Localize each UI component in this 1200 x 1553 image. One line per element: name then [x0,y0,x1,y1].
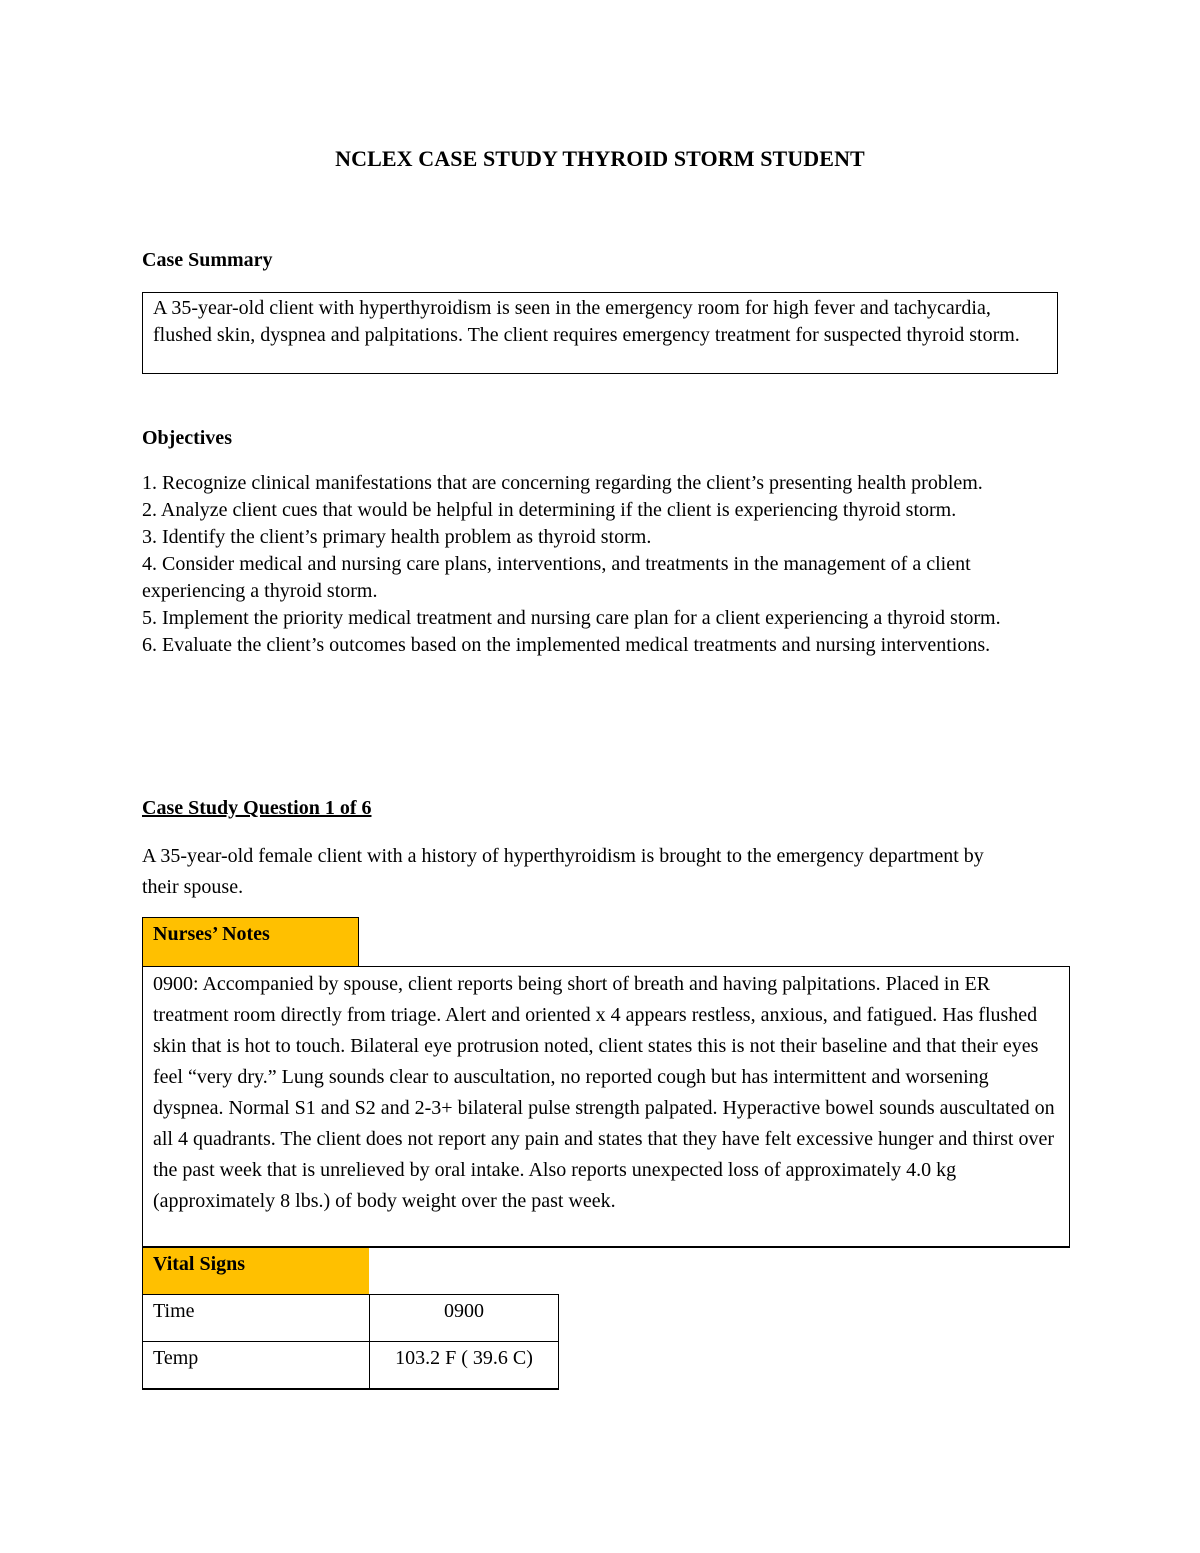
case-summary-box: A 35-year-old client with hyperthyroidism is seen in the emergency room for high fever and tachycardia, flushed skin, dyspnea and palpitations. The client requires emergency treatment for suspected thyroid storm. [142,292,1058,374]
vital-signs-table [142,1294,559,1390]
nurses-notes-header: Nurses’ Notes [142,917,359,967]
table-row [143,1342,559,1389]
objective-item: 2. Analyze client cues that would be helpful in determining if the client is experiencing thyroid storm. [142,499,957,521]
case-summary-heading: Case Summary [142,249,273,271]
objective-item: 5. Implement the priority medical treatment and nursing care plan for a client experiencing a thyroid storm. [142,607,1001,629]
nurses-notes-body: 0900: Accompanied by spouse, client reports being short of breath and having palpitations. Placed in ER treatment room directly from triage. Alert and oriented x 4 appears restless, anxious, and fatigued. Has flushed skin that is hot to touch. Bilateral eye protrusion noted, client states this is not their baseline and that their eyes feel “very dry.” Lung sounds clear to auscultation, no reported cough but has intermittent and worsening dyspnea. Normal S1 and S2 and 2-3+ bilateral pulse strength palpated. Hyperactive bowel sounds auscultated on all 4 quadrants. The client does not report any pain and states that they have felt excessive hunger and thirst over the past week that is unrelieved by oral intake. Also reports unexpected loss of approximately 4.0 kg (approximately 8 lbs.) of body weight over the past week. [142,966,1070,1248]
vital-label: Temp [143,1342,370,1389]
objective-item: 4. Consider medical and nursing care plans, interventions, and treatments in the management of a client experiencing a thyroid storm. [142,553,971,602]
objectives-list [142,470,1072,659]
vital-value: 103.2 F ( 39.6 C) [370,1342,559,1389]
vital-label: Time [143,1295,370,1342]
objectives-heading: Objectives [142,427,232,449]
page-title: NCLEX CASE STUDY THYROID STORM STUDENT [335,146,865,171]
vital-signs-header: Vital Signs [142,1248,369,1295]
objective-item: 3. Identify the client’s primary health problem as thyroid storm. [142,526,652,548]
table-row [143,1295,559,1342]
objective-item: 1. Recognize clinical manifestations that are concerning regarding the client’s presenting health problem. [142,472,983,494]
question-text: A 35-year-old female client with a history of hyperthyroidism is brought to the emergency department by their spouse. [142,845,984,898]
question-heading: Case Study Question 1 of 6 [142,797,372,819]
objective-item: 6. Evaluate the client’s outcomes based on the implemented medical treatments and nursing interventions. [142,634,991,656]
vital-value: 0900 [370,1295,559,1342]
